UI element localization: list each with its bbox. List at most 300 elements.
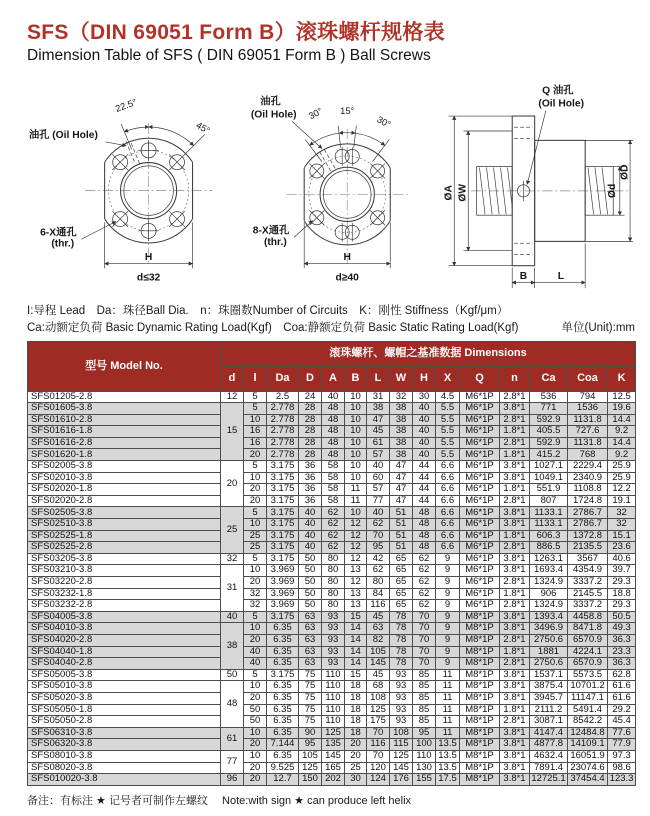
value-cell: 28 — [299, 414, 322, 426]
column-header-W: W — [390, 366, 413, 391]
value-cell: 11 — [345, 484, 367, 496]
value-cell: 75 — [299, 669, 322, 681]
value-cell: 12484.8 — [568, 727, 608, 739]
value-cell: 11 — [436, 704, 460, 716]
value-cell: 15 — [345, 669, 367, 681]
model-cell: SFS02020-1.8 — [28, 484, 221, 496]
dia-a-label: ØA — [443, 185, 455, 201]
value-cell: 51 — [390, 542, 413, 554]
value-cell: 1.8*1 — [500, 704, 530, 716]
value-cell: 40 — [299, 530, 322, 542]
value-cell: 20 — [345, 739, 367, 751]
value-cell: 84 — [367, 588, 390, 600]
value-cell: 77 — [367, 495, 390, 507]
value-cell: 32 — [244, 588, 267, 600]
value-cell: M8*1P — [460, 634, 500, 646]
angle-label-30-right: 30° — [374, 114, 393, 130]
oil-hole-label-en: (Oil Hole) — [250, 109, 297, 121]
table-body — [28, 391, 636, 785]
value-cell: 61.6 — [608, 681, 636, 693]
value-cell: 9 — [436, 565, 460, 577]
value-cell: 4877.8 — [530, 739, 568, 751]
value-cell: 93 — [322, 623, 345, 635]
q-oil-hole-label-en: (Oil Hole) — [538, 98, 585, 110]
table-row — [28, 461, 636, 473]
value-cell: M8*1P — [460, 611, 500, 623]
value-cell: 807 — [530, 495, 568, 507]
value-cell: 50 — [299, 588, 322, 600]
value-cell: 3.8*1 — [500, 681, 530, 693]
d-cell: 25 — [221, 507, 244, 553]
value-cell: 3.8*1 — [500, 403, 530, 415]
value-cell: 165 — [322, 762, 345, 774]
value-cell: 11 — [436, 681, 460, 693]
value-cell: M6*1P — [460, 426, 500, 438]
value-cell: 62 — [322, 519, 345, 531]
value-cell: 5 — [244, 669, 267, 681]
value-cell: 45 — [367, 611, 390, 623]
column-header-Ca: Ca — [530, 366, 568, 391]
model-cell: SFS08010-3.8 — [28, 750, 221, 762]
d-condition-label: d≥40 — [335, 272, 359, 284]
value-cell: M6*1P — [460, 484, 500, 496]
h-dim-label: H — [144, 251, 153, 263]
table-row — [28, 530, 636, 542]
table-row — [28, 646, 636, 658]
value-cell: 9 — [436, 646, 460, 658]
value-cell: 18.8 — [608, 588, 636, 600]
table-row — [28, 391, 636, 403]
value-cell: 1131.8 — [568, 414, 608, 426]
value-cell: 20 — [244, 495, 267, 507]
value-cell: 12 — [345, 553, 367, 565]
value-cell: M8*1P — [460, 646, 500, 658]
value-cell: 75 — [299, 704, 322, 716]
value-cell: 9 — [436, 611, 460, 623]
model-cell: SFS02010-3.8 — [28, 472, 221, 484]
value-cell: 2.8*1 — [500, 414, 530, 426]
value-cell: 9 — [436, 658, 460, 670]
value-cell: 65 — [390, 600, 413, 612]
table-row — [28, 658, 636, 670]
value-cell: 3.8*1 — [500, 692, 530, 704]
model-cell: SFS01605-3.8 — [28, 403, 221, 415]
value-cell: 11 — [436, 669, 460, 681]
value-cell: 85 — [413, 716, 436, 728]
value-cell: 175 — [367, 716, 390, 728]
value-cell: 44 — [413, 495, 436, 507]
value-cell: 3.175 — [267, 507, 299, 519]
value-cell: 116 — [367, 739, 390, 751]
value-cell: 57 — [367, 484, 390, 496]
value-cell: 63 — [367, 623, 390, 635]
value-cell: 40 — [299, 519, 322, 531]
value-cell: 145 — [390, 762, 413, 774]
value-cell: 6.35 — [267, 750, 299, 762]
value-cell: 6.35 — [267, 692, 299, 704]
model-cell: SFS03232-1.8 — [28, 588, 221, 600]
value-cell: 14.4 — [608, 437, 636, 449]
value-cell: 95 — [367, 542, 390, 554]
value-cell: M6*1P — [460, 553, 500, 565]
value-cell: 116 — [367, 600, 390, 612]
value-cell: 20 — [244, 449, 267, 461]
value-cell: M8*1P — [460, 762, 500, 774]
table-row — [28, 403, 636, 415]
angle-label-30-left: 30° — [306, 105, 324, 122]
value-cell: 20 — [244, 484, 267, 496]
value-cell: 37454.4 — [568, 774, 608, 786]
value-cell: 5.5 — [436, 437, 460, 449]
value-cell: 9.525 — [267, 762, 299, 774]
page-title: SFS（DIN 69051 Form B）滚珠螺杆规格表 — [27, 21, 445, 44]
column-header-n: n — [500, 366, 530, 391]
value-cell: 135 — [322, 739, 345, 751]
value-cell: 4224.1 — [568, 646, 608, 658]
value-cell: 3087.1 — [530, 716, 568, 728]
value-cell: 44 — [413, 461, 436, 473]
value-cell: 110 — [322, 692, 345, 704]
value-cell: 40 — [413, 437, 436, 449]
value-cell: 47 — [367, 414, 390, 426]
model-cell: SFS05050-1.8 — [28, 704, 221, 716]
d-cell: 12 — [221, 391, 244, 403]
value-cell: 5 — [244, 391, 267, 403]
value-cell: 48 — [413, 519, 436, 531]
value-cell: 45 — [367, 669, 390, 681]
value-cell: 2.8*1 — [500, 600, 530, 612]
value-cell: 30 — [345, 774, 367, 786]
value-cell: 130 — [413, 762, 436, 774]
value-cell: 1.8*1 — [500, 530, 530, 542]
table-row — [28, 681, 636, 693]
value-cell: 25 — [244, 542, 267, 554]
value-cell: 11 — [436, 727, 460, 739]
value-cell: 63 — [299, 646, 322, 658]
value-cell: 38 — [390, 437, 413, 449]
value-cell: 36 — [299, 495, 322, 507]
thr-label: (thr.) — [51, 238, 75, 250]
value-cell: 13 — [345, 565, 367, 577]
value-cell: 3337.2 — [568, 600, 608, 612]
value-cell: 98.6 — [608, 762, 636, 774]
value-cell: 3.969 — [267, 565, 299, 577]
value-cell: 93 — [390, 669, 413, 681]
model-cell: SFS01616-1.8 — [28, 426, 221, 438]
value-cell: 10 — [345, 426, 367, 438]
value-cell: 28 — [299, 426, 322, 438]
column-header-Da: Da — [267, 366, 299, 391]
value-cell: M6*1P — [460, 507, 500, 519]
value-cell: 6.35 — [267, 646, 299, 658]
value-cell: 95 — [413, 727, 436, 739]
value-cell: 38 — [390, 403, 413, 415]
value-cell: 5491.4 — [568, 704, 608, 716]
value-cell: 6570.9 — [568, 634, 608, 646]
value-cell: 63 — [299, 623, 322, 635]
value-cell: 5.5 — [436, 426, 460, 438]
table-row — [28, 495, 636, 507]
value-cell: 6.6 — [436, 519, 460, 531]
model-cell: SFS02020-2.8 — [28, 495, 221, 507]
value-cell: 15.1 — [608, 530, 636, 542]
d-cell: 77 — [221, 750, 244, 773]
value-cell: 40 — [244, 646, 267, 658]
value-cell: 70 — [413, 634, 436, 646]
value-cell: 886.5 — [530, 542, 568, 554]
value-cell: 47 — [390, 495, 413, 507]
value-cell: 150 — [299, 774, 322, 786]
value-cell: 85 — [413, 692, 436, 704]
table-row — [28, 716, 636, 728]
value-cell: 50 — [244, 716, 267, 728]
value-cell: 16051.9 — [568, 750, 608, 762]
value-cell: 2.8*1 — [500, 634, 530, 646]
value-cell: 78 — [390, 611, 413, 623]
flange-front-view-8-holes — [249, 73, 444, 297]
value-cell: 28 — [299, 437, 322, 449]
model-cell: SFS05020-3.8 — [28, 692, 221, 704]
value-cell: 40 — [322, 391, 345, 403]
value-cell: 6.6 — [436, 484, 460, 496]
value-cell: 48 — [413, 530, 436, 542]
value-cell: 9.2 — [608, 426, 636, 438]
value-cell: 13 — [345, 588, 367, 600]
model-cell: SFS01620-1.8 — [28, 449, 221, 461]
table-row — [28, 634, 636, 646]
value-cell: 9 — [436, 623, 460, 635]
value-cell: 12 — [345, 530, 367, 542]
value-cell: 14 — [345, 646, 367, 658]
column-header-K: K — [608, 366, 636, 391]
value-cell: 13.5 — [436, 750, 460, 762]
value-cell: 62 — [367, 519, 390, 531]
value-cell: 62 — [413, 553, 436, 565]
oil-hole-label: 油孔 — [259, 96, 281, 108]
model-column-header: 型号 Model No. — [28, 341, 221, 391]
value-cell: 50 — [299, 553, 322, 565]
value-cell: 32 — [608, 519, 636, 531]
value-cell: 12.7 — [267, 774, 299, 786]
value-cell: 75 — [299, 692, 322, 704]
value-cell: 6.35 — [267, 704, 299, 716]
value-cell: 61 — [367, 437, 390, 449]
value-cell: 40 — [413, 426, 436, 438]
value-cell: 120 — [367, 762, 390, 774]
value-cell: 2.8*1 — [500, 495, 530, 507]
value-cell: 85 — [413, 704, 436, 716]
value-cell: 10 — [345, 461, 367, 473]
model-cell: SFS05050-2.8 — [28, 716, 221, 728]
value-cell: 3.175 — [267, 519, 299, 531]
value-cell: 40 — [367, 461, 390, 473]
value-cell: 3.969 — [267, 577, 299, 589]
value-cell: 25 — [345, 762, 367, 774]
value-cell: 3.175 — [267, 472, 299, 484]
dia-d-big-label: ØD — [619, 164, 631, 180]
value-cell: 31 — [367, 391, 390, 403]
value-cell: 80 — [322, 577, 345, 589]
value-cell: 70 — [367, 727, 390, 739]
value-cell: 50 — [244, 704, 267, 716]
value-cell: 5573.5 — [568, 669, 608, 681]
value-cell: 3.8*1 — [500, 774, 530, 786]
value-cell: 25.9 — [608, 461, 636, 473]
value-cell: 3.8*1 — [500, 507, 530, 519]
table-row — [28, 472, 636, 484]
value-cell: 77.6 — [608, 727, 636, 739]
value-cell: 19.1 — [608, 495, 636, 507]
value-cell: 39.7 — [608, 565, 636, 577]
value-cell: 3.175 — [267, 484, 299, 496]
value-cell: 12725.1 — [531, 773, 566, 785]
value-cell: 10 — [345, 472, 367, 484]
value-cell: M6*1P — [460, 449, 500, 461]
value-cell: 1263.1 — [530, 553, 568, 565]
value-cell: 48 — [413, 507, 436, 519]
table-row — [28, 600, 636, 612]
value-cell: M8*1P — [460, 750, 500, 762]
model-cell: SFS04040-1.8 — [28, 646, 221, 658]
value-cell: 80 — [322, 588, 345, 600]
value-cell: M6*1P — [460, 565, 500, 577]
value-cell: 3567 — [568, 553, 608, 565]
legend-line-1: I:导程 Lead Da：珠径Ball Dia. n：珠圈数Number of Circuits K：刚性 Stiffness（Kgf/μm） — [27, 305, 509, 317]
value-cell: 80 — [322, 553, 345, 565]
h-dim-label: H — [343, 251, 351, 263]
table-row — [28, 739, 636, 751]
value-cell: 62 — [413, 577, 436, 589]
value-cell: 80 — [322, 600, 345, 612]
value-cell: 93 — [390, 692, 413, 704]
page-subtitle: Dimension Table of SFS ( DIN 69051 Form B ) Ball Screws — [27, 47, 431, 64]
value-cell: M8*1P — [460, 692, 500, 704]
d-condition-label: d≤32 — [136, 272, 161, 284]
value-cell: 3.969 — [267, 588, 299, 600]
value-cell: 110 — [322, 681, 345, 693]
table-row — [28, 727, 636, 739]
value-cell: 65 — [390, 588, 413, 600]
value-cell: 28 — [299, 449, 322, 461]
value-cell: 93 — [322, 611, 345, 623]
value-cell: 6.6 — [436, 542, 460, 554]
value-cell: 20 — [244, 739, 267, 751]
value-cell: 29.2 — [608, 704, 636, 716]
value-cell: 24 — [299, 391, 322, 403]
value-cell: 124 — [367, 774, 390, 786]
value-cell: 38 — [390, 426, 413, 438]
value-cell: 9.2 — [608, 449, 636, 461]
value-cell: 5.5 — [436, 403, 460, 415]
value-cell: 3496.9 — [530, 623, 568, 635]
model-cell: SFS08020-3.8 — [28, 762, 221, 774]
b-dim-label: B — [519, 270, 528, 282]
value-cell: 2145.5 — [568, 588, 608, 600]
value-cell: 82 — [367, 634, 390, 646]
value-cell: 13.5 — [436, 762, 460, 774]
value-cell: 18 — [345, 727, 367, 739]
value-cell: 75 — [299, 681, 322, 693]
angle-label-15: 15° — [339, 105, 354, 116]
value-cell: 93 — [322, 646, 345, 658]
value-cell: M6*1P — [460, 530, 500, 542]
value-cell: 36.3 — [608, 658, 636, 670]
table-row — [28, 623, 636, 635]
value-cell: 36 — [299, 472, 322, 484]
value-cell: 145 — [367, 658, 390, 670]
value-cell: M8*1P — [460, 774, 500, 786]
value-cell: 3.175 — [267, 495, 299, 507]
value-cell: 62 — [367, 565, 390, 577]
model-cell: SFS02505-3.8 — [28, 507, 221, 519]
value-cell: 145 — [322, 750, 345, 762]
value-cell: M6*1P — [460, 461, 500, 473]
value-cell: 155 — [413, 774, 436, 786]
q-oil-hole-label: Q 油孔 — [542, 85, 574, 97]
value-cell: 93 — [390, 716, 413, 728]
value-cell: 3.175 — [267, 542, 299, 554]
value-cell: 65 — [390, 565, 413, 577]
value-cell: 3945.7 — [530, 692, 568, 704]
value-cell: 1393.4 — [530, 611, 568, 623]
value-cell: 48 — [413, 542, 436, 554]
value-cell: 3.8*1 — [500, 727, 530, 739]
value-cell: 63 — [299, 658, 322, 670]
value-cell: 48 — [322, 426, 345, 438]
value-cell: 10 — [345, 449, 367, 461]
table-row — [28, 577, 636, 589]
value-cell: 2.8*1 — [500, 437, 530, 449]
value-cell: 13.5 — [436, 739, 460, 751]
value-cell: 7891.4 — [530, 762, 568, 774]
value-cell: 12 — [345, 519, 367, 531]
value-cell: 40.6 — [608, 553, 636, 565]
value-cell: 592.9 — [530, 414, 568, 426]
value-cell: 12.5 — [608, 391, 636, 403]
table-row — [28, 762, 636, 774]
table-row — [28, 774, 636, 786]
value-cell: M6*1P — [460, 600, 500, 612]
value-cell: 2.778 — [267, 449, 299, 461]
value-cell: 45.4 — [608, 716, 636, 728]
value-cell: 29.3 — [608, 577, 636, 589]
value-cell: 62.8 — [608, 669, 636, 681]
value-cell: 70 — [413, 646, 436, 658]
value-cell: 3.8*1 — [500, 762, 530, 774]
value-cell: 10 — [244, 565, 267, 577]
value-cell: 123.3 — [608, 774, 636, 786]
model-cell: SFS03210-3.8 — [28, 565, 221, 577]
value-cell: M8*1P — [460, 727, 500, 739]
value-cell: 85 — [413, 669, 436, 681]
column-header-d: d — [221, 366, 244, 391]
value-cell: 110 — [413, 750, 436, 762]
value-cell: 2135.5 — [568, 542, 608, 554]
dia-w-label: ØW — [457, 183, 469, 202]
value-cell: 18 — [345, 692, 367, 704]
value-cell: 10 — [244, 414, 267, 426]
value-cell: 68 — [367, 681, 390, 693]
value-cell: 32 — [244, 600, 267, 612]
column-header-Coa: Coa — [568, 366, 608, 391]
value-cell: 70 — [367, 530, 390, 542]
value-cell: 62 — [322, 530, 345, 542]
value-cell: 4458.8 — [568, 611, 608, 623]
value-cell: 3.175 — [267, 669, 299, 681]
technical-drawings — [27, 73, 635, 299]
value-cell: 5 — [244, 461, 267, 473]
d-cell: 48 — [221, 681, 244, 727]
